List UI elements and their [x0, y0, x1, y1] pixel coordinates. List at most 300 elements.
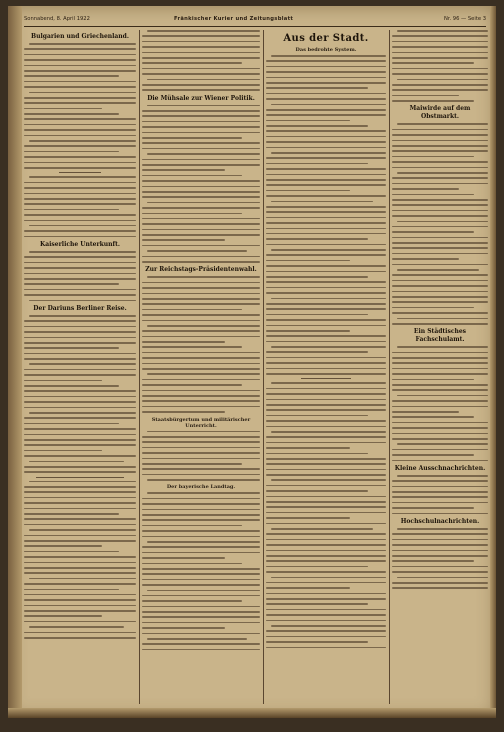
text-line [24, 145, 136, 147]
article-body [266, 55, 386, 375]
text-line [392, 150, 488, 152]
text-line [29, 92, 136, 94]
headline: Das bedrohte System. [295, 47, 357, 53]
text-line [266, 512, 386, 514]
text-line [392, 507, 474, 509]
text-line [266, 544, 386, 546]
text-line [392, 253, 488, 255]
text-line [266, 442, 386, 444]
text-line [266, 587, 350, 589]
text-line [271, 249, 386, 251]
text-line [147, 492, 260, 494]
text-line [266, 593, 386, 595]
text-line [24, 294, 136, 296]
text-line [392, 400, 488, 402]
text-line [266, 436, 386, 438]
text-line [266, 368, 386, 370]
text-line [392, 156, 474, 158]
text-line [266, 609, 386, 611]
text-line [24, 267, 136, 269]
text-line [392, 587, 488, 589]
text-line [142, 46, 260, 48]
text-line [29, 300, 136, 302]
text-line [266, 393, 386, 395]
text-line [392, 145, 488, 147]
text-line [266, 174, 386, 176]
text-line [266, 71, 386, 73]
text-line [266, 539, 386, 541]
text-line [266, 603, 368, 605]
text-line [142, 400, 260, 402]
headline: Kleine Ausschnachrichten. [394, 464, 486, 472]
text-line [266, 66, 386, 68]
text-line [392, 52, 488, 54]
text-line [392, 454, 474, 456]
text-line [142, 379, 260, 381]
text-line [392, 296, 488, 298]
text-line [142, 218, 260, 220]
text-line [142, 57, 260, 59]
text-line [271, 346, 386, 348]
text-line [24, 551, 119, 553]
text-line [24, 567, 136, 569]
text-line [24, 203, 136, 205]
newspaper-page [8, 6, 496, 718]
text-line [142, 213, 242, 215]
column-1 [24, 30, 136, 704]
text-line [142, 191, 260, 193]
text-line [142, 406, 260, 408]
text-line [392, 555, 488, 557]
headline: Kaiserliche Unterkunft. [40, 241, 120, 249]
article-body [142, 276, 260, 412]
text-line [392, 416, 474, 418]
text-line [142, 121, 260, 123]
text-line [266, 362, 386, 364]
text-line [266, 496, 386, 498]
text-line [392, 491, 488, 493]
page-header [24, 12, 486, 27]
text-line [392, 62, 474, 64]
text-line [142, 606, 260, 608]
text-line [24, 353, 136, 355]
text-line [266, 335, 386, 337]
text-line [266, 474, 386, 476]
text-line [266, 523, 386, 525]
text-line [392, 247, 488, 249]
text-line [142, 52, 260, 54]
text-line [24, 572, 136, 574]
text-line [24, 583, 136, 585]
text-line [142, 579, 260, 581]
text-line [24, 369, 136, 371]
text-line [266, 281, 386, 283]
text-line [142, 245, 260, 247]
text-line [29, 412, 136, 414]
text-line [24, 423, 119, 425]
text-line [29, 315, 136, 317]
text-line [392, 323, 488, 325]
header-title: Fränkischer Kurier und Zeitungsblatt [174, 16, 294, 22]
text-line [392, 502, 488, 504]
text-line [266, 560, 386, 562]
text-line [142, 525, 242, 527]
text-line [392, 312, 488, 314]
text-line [29, 481, 136, 483]
text-line [392, 199, 488, 201]
text-line [392, 210, 488, 212]
text-line [392, 89, 488, 91]
text-line [29, 626, 124, 628]
text-line [142, 293, 260, 295]
text-line [142, 390, 260, 392]
text-line [397, 172, 488, 174]
text-line [271, 479, 386, 481]
text-line [392, 280, 488, 282]
text-line [397, 123, 488, 125]
text-line [271, 152, 386, 154]
text-line [271, 625, 386, 627]
text-line [392, 486, 488, 488]
text-line [147, 79, 260, 81]
text-line [142, 341, 225, 343]
text-line [142, 229, 260, 231]
text-line [24, 65, 136, 67]
text-line [24, 556, 136, 558]
text-line [392, 167, 488, 169]
text-line [392, 226, 488, 228]
text-line [29, 176, 136, 178]
text-line [392, 449, 488, 451]
text-line [142, 320, 260, 322]
text-line [142, 303, 260, 305]
article-body [392, 346, 488, 461]
text-line [392, 68, 488, 70]
text-line [142, 223, 260, 225]
text-line [24, 113, 119, 115]
text-line [142, 164, 260, 166]
text-line [142, 336, 260, 338]
text-line [397, 346, 488, 348]
text-line [266, 404, 386, 406]
text-line [392, 291, 488, 293]
text-line [142, 514, 260, 516]
text-line [142, 616, 260, 618]
text-line [24, 385, 119, 387]
text-line [266, 195, 386, 197]
text-line [142, 474, 260, 476]
text-line [147, 373, 260, 375]
text-line [147, 202, 260, 204]
text-line [24, 599, 136, 601]
text-line [142, 239, 225, 241]
text-line [392, 95, 459, 97]
column-rule [139, 30, 140, 704]
text-line [142, 148, 260, 150]
text-line [29, 251, 136, 253]
text-line [147, 325, 260, 327]
text-line [147, 250, 247, 252]
text-line [142, 110, 260, 112]
text-line [142, 169, 225, 171]
text-line [266, 598, 386, 600]
headline: Staatsbürgertum und militärischer Unterricht. [151, 416, 251, 429]
text-line [142, 309, 242, 311]
text-line [24, 401, 136, 403]
text-line [266, 222, 386, 224]
text-line [266, 303, 386, 305]
text-line [392, 566, 488, 568]
text-line [142, 282, 260, 284]
text-line [392, 427, 488, 429]
text-line [24, 220, 136, 222]
text-line [266, 614, 386, 616]
text-line [142, 447, 260, 449]
text-line [142, 557, 225, 559]
text-line [266, 325, 386, 327]
text-line [266, 190, 350, 192]
text-line [392, 357, 488, 359]
text-line [142, 368, 260, 370]
text-line [24, 75, 119, 77]
text-line [392, 433, 488, 435]
text-line [266, 109, 386, 111]
text-line [142, 546, 260, 548]
text-line [392, 242, 488, 244]
text-line [266, 238, 368, 240]
text-line [266, 184, 386, 186]
text-line [24, 450, 102, 452]
text-line [24, 380, 102, 382]
article-body [24, 43, 136, 169]
text-line [392, 274, 488, 276]
text-line [266, 453, 368, 455]
text-line [271, 298, 386, 300]
text-line [24, 273, 136, 275]
text-line [24, 407, 136, 409]
text-line [266, 314, 368, 316]
text-line [24, 102, 136, 104]
text-line [392, 140, 488, 142]
text-line [392, 301, 488, 303]
text-line [24, 230, 136, 232]
text-line [24, 621, 136, 623]
text-line [142, 89, 260, 91]
text-line [24, 444, 136, 446]
text-line [24, 182, 136, 184]
text-line [266, 373, 386, 375]
text-line [24, 455, 136, 457]
text-line [266, 98, 386, 100]
text-line [24, 524, 136, 526]
text-line [392, 194, 474, 196]
text-line [397, 443, 488, 445]
text-line [24, 615, 102, 617]
text-line [29, 140, 136, 142]
column-2 [142, 30, 260, 704]
text-line [266, 582, 386, 584]
text-line [266, 287, 386, 289]
text-line [266, 620, 386, 622]
text-line [266, 641, 368, 643]
text-line [392, 362, 488, 364]
text-line [142, 552, 260, 554]
text-line [266, 357, 386, 359]
article-body [142, 492, 260, 650]
text-line [266, 533, 386, 535]
text-line [142, 137, 242, 139]
text-line [392, 237, 488, 239]
text-line [142, 115, 260, 117]
text-line [29, 43, 136, 45]
text-line [266, 458, 386, 460]
text-line [29, 461, 124, 463]
text-line [142, 234, 260, 236]
text-line [266, 463, 386, 465]
section-title: Aus der Stadt. [283, 33, 369, 44]
text-line [266, 415, 368, 417]
text-line [147, 638, 247, 640]
header-date: Sonnabend, 8. April 1922 [24, 16, 90, 22]
text-line [24, 167, 136, 169]
article-body [392, 30, 488, 102]
text-line [392, 406, 488, 408]
text-line [142, 584, 260, 586]
article-body [142, 30, 260, 91]
text-line [266, 485, 386, 487]
text-line [142, 436, 260, 438]
text-line [392, 539, 488, 541]
text-line [397, 30, 488, 32]
text-line [266, 447, 350, 449]
text-line [266, 114, 386, 116]
text-line [142, 411, 225, 413]
text-line [24, 129, 136, 131]
text-line [392, 204, 488, 206]
text-line [392, 183, 488, 185]
text-line [397, 475, 488, 477]
text-line [142, 441, 260, 443]
text-line [24, 151, 119, 153]
text-line [24, 486, 136, 488]
text-line [24, 610, 136, 612]
text-line [29, 578, 136, 580]
text-line [271, 431, 386, 433]
text-line [142, 503, 260, 505]
text-line [392, 513, 488, 515]
text-line [142, 132, 260, 134]
text-line [142, 180, 260, 182]
text-line [142, 498, 260, 500]
text-line [142, 207, 260, 209]
text-line [266, 206, 386, 208]
text-line [24, 466, 136, 468]
text-line [392, 285, 488, 287]
text-line [24, 390, 136, 392]
text-line [24, 540, 136, 542]
text-line [29, 225, 136, 227]
text-line [392, 373, 488, 375]
text-line [142, 530, 260, 532]
text-line [266, 157, 386, 159]
article-body [392, 123, 488, 324]
text-line [397, 528, 488, 530]
text-line [266, 501, 386, 503]
text-line [147, 541, 260, 543]
text-line [24, 471, 136, 473]
text-line [142, 84, 260, 86]
text-line [392, 571, 488, 573]
text-line [266, 409, 386, 411]
text-line [392, 496, 488, 498]
text-line [142, 256, 260, 258]
article-body [142, 105, 260, 263]
text-line [271, 201, 373, 203]
text-line [142, 41, 260, 43]
headline: Zur Reichstags-Präsidentenwahl. [145, 266, 257, 274]
text-line [266, 60, 386, 62]
text-line [24, 86, 136, 88]
text-line [392, 258, 459, 260]
text-line [142, 452, 260, 454]
text-line [142, 175, 242, 177]
text-line [24, 209, 119, 211]
text-line [142, 73, 260, 75]
text-line [266, 265, 386, 267]
headline: Maiwirde auf dem Obstmarkt. [409, 105, 471, 121]
text-line [147, 431, 260, 433]
divider [301, 378, 351, 379]
text-line [266, 388, 386, 390]
text-line [392, 215, 488, 217]
page-right-edge [490, 6, 496, 718]
text-line [266, 147, 386, 149]
text-line [142, 62, 242, 64]
text-line [142, 519, 260, 521]
text-line [142, 314, 260, 316]
text-line [142, 468, 260, 470]
text-line [24, 497, 136, 499]
text-line [147, 479, 260, 481]
text-line [271, 382, 386, 384]
text-line [266, 351, 368, 353]
text-line [266, 555, 386, 557]
text-line [392, 384, 488, 386]
text-line [266, 341, 386, 343]
text-line [142, 536, 260, 538]
text-line [392, 100, 474, 102]
text-line [24, 434, 136, 436]
text-line [24, 236, 136, 238]
headline: Bulgarien und Griechenland. [31, 33, 129, 40]
column-3 [266, 30, 386, 704]
text-line [392, 41, 488, 43]
divider [36, 477, 124, 478]
text-line [24, 417, 136, 419]
text-line [266, 254, 386, 256]
page-bottom-edge [8, 708, 496, 718]
text-line [392, 129, 488, 131]
article-body [142, 431, 260, 481]
text-line [397, 269, 479, 271]
text-line [24, 156, 136, 158]
text-line [142, 458, 260, 460]
text-line [24, 337, 136, 339]
text-line [266, 228, 386, 230]
column-4 [392, 30, 488, 704]
text-line [392, 46, 488, 48]
header-issue: Nr. 96 — Seite 3 [443, 16, 486, 22]
